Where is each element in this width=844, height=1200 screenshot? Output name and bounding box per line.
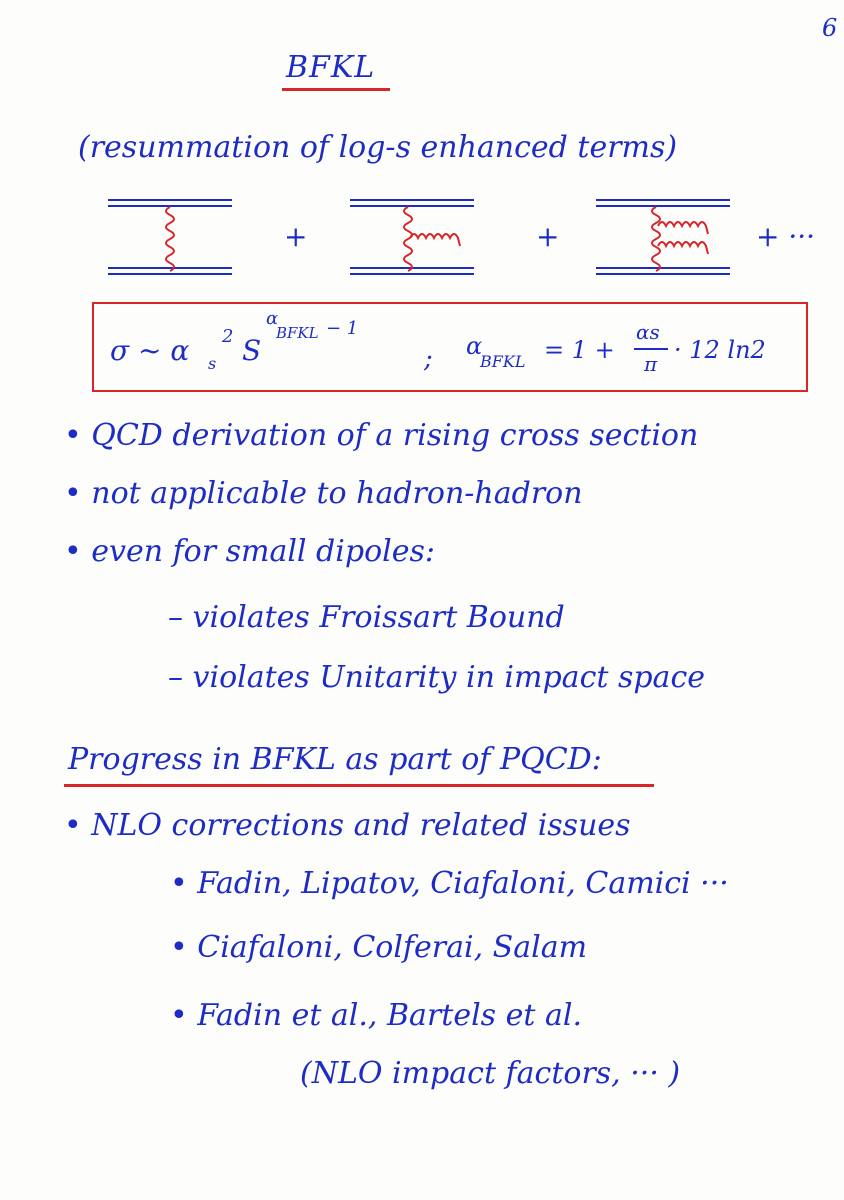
- formula-square: 2: [222, 326, 234, 347]
- formula-exponent-sub: BFKL: [276, 324, 319, 342]
- formula-exponent-alpha: α: [266, 308, 279, 329]
- author-text: Fadin, Lipatov, Ciafaloni, Camici ···: [197, 866, 729, 901]
- title-underline: [282, 88, 390, 91]
- bullet-item: • QCD derivation of a rising cross section: [64, 418, 699, 453]
- gluon-1: [166, 207, 174, 271]
- formula-rhs-start: = 1 +: [544, 336, 615, 364]
- gluon-3-emission-a: [658, 222, 708, 234]
- footnote: (NLO impact factors, ··· ): [300, 1056, 681, 1091]
- bullet-item: • even for small dipoles:: [64, 534, 435, 569]
- gluon-3-emission-b: [658, 242, 708, 254]
- formula-exponent-tail: − 1: [326, 318, 359, 339]
- author-item: • Fadin et al., Bartels et al.: [170, 998, 582, 1033]
- formula-s: S: [242, 334, 262, 367]
- formula-box: [92, 302, 808, 392]
- author-item: • Fadin, Lipatov, Ciafaloni, Camici ···: [170, 866, 729, 901]
- gluon-2: [404, 207, 412, 271]
- bullet-text: not applicable to hadron-hadron: [91, 476, 583, 511]
- sub-item: – violates Unitarity in impact space: [168, 660, 705, 695]
- ladder-diagrams: [0, 185, 844, 295]
- bullet-text: QCD derivation of a rising cross section: [91, 418, 699, 453]
- formula-sigma: σ ~ α: [110, 334, 190, 367]
- bullet-item: • not applicable to hadron-hadron: [64, 476, 583, 511]
- bullet-text: NLO corrections and related issues: [91, 808, 631, 843]
- diagram-1: [108, 200, 232, 274]
- gluon-2-emission: [410, 234, 460, 246]
- formula-alpha-bfkl: α: [466, 332, 483, 360]
- subtitle: (resummation of log-s enhanced terms): [78, 130, 678, 165]
- formula-rhs-end: · 12 ln2: [674, 336, 766, 364]
- page-title: BFKL: [286, 50, 376, 85]
- plus-sign: +: [284, 220, 308, 253]
- plus-sign: +: [536, 220, 560, 253]
- formula-s-subscript: s: [208, 354, 217, 373]
- formula-alpha-bfkl-sub: BFKL: [480, 352, 526, 371]
- formula-fraction-denominator: π: [644, 352, 658, 376]
- page-number: 6: [822, 14, 838, 42]
- plus-ellipsis: + ···: [756, 220, 816, 253]
- formula-fraction-numerator: αs: [636, 320, 660, 344]
- author-text: Fadin et al., Bartels et al.: [197, 998, 582, 1033]
- diagram-3: [596, 200, 730, 274]
- diagram-2: [350, 200, 474, 274]
- author-text: Ciafaloni, Colferai, Salam: [197, 930, 588, 965]
- sub-item: – violates Froissart Bound: [168, 600, 565, 635]
- progress-heading-underline: [64, 784, 654, 787]
- bullet-text: even for small dipoles:: [91, 534, 435, 569]
- author-item: • Ciafaloni, Colferai, Salam: [170, 930, 588, 965]
- formula-separator: ;: [424, 344, 433, 374]
- progress-heading: Progress in BFKL as part of PQCD:: [68, 742, 602, 777]
- gluon-3: [652, 207, 660, 271]
- bullet-item: • NLO corrections and related issues: [64, 808, 631, 843]
- fraction-bar: [634, 348, 668, 350]
